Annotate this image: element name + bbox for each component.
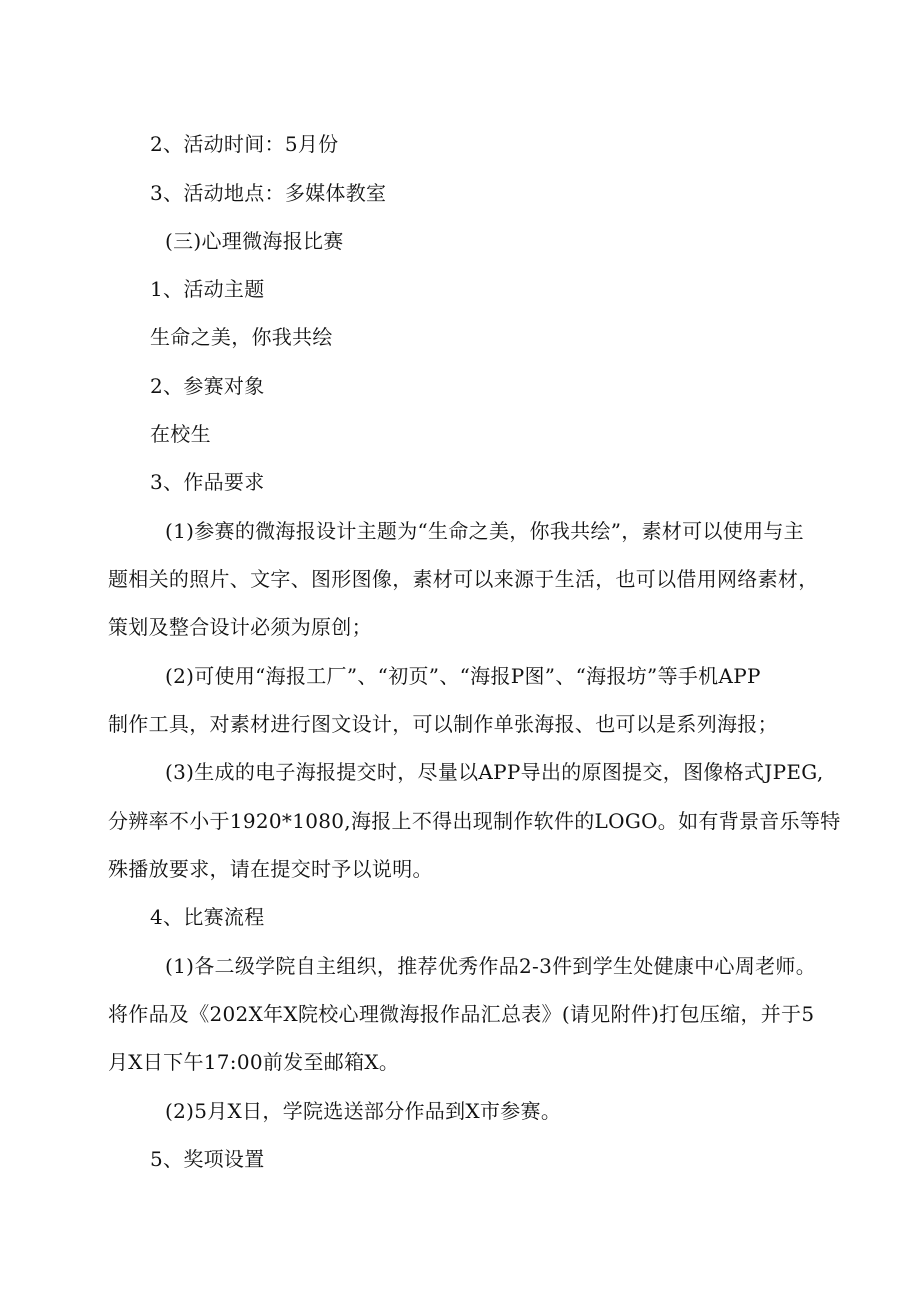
paragraph-line: (1)各二级学院自主组织，推荐优秀作品2-3件到学生处健康中心周老师。 [165,954,817,978]
paragraph-line: 在校生 [150,422,211,446]
paragraph-line: 3、作品要求 [150,470,265,494]
section-heading: (三)心理微海报比赛 [165,229,344,253]
paragraph-line: 3、活动地点：多媒体教室 [150,181,387,205]
paragraph-line: 题相关的照片、文字、图形图像，素材可以来源于生活，也可以借用网络素材， [108,567,819,591]
paragraph-line: 5、奖项设置 [150,1147,265,1171]
paragraph-line: 将作品及《202X年X院校心理微海报作品汇总表》(请见附件)打包压缩，并于5 [108,1002,815,1026]
paragraph-line: 生命之美，你我共绘 [150,325,333,349]
paragraph-line: 4、比赛流程 [150,905,265,929]
paragraph-line: 2、参赛对象 [150,374,265,398]
paragraph-line: 分辨率不小于1920*1080,海报上不得出现制作软件的LOGO。如有背景音乐等特 [108,809,841,833]
paragraph-line: (2)5月X日，学院选送部分作品到X市参赛。 [165,1099,562,1123]
paragraph-line: (2)可使用“海报工厂”、“初页”、“海报P图”、“海报坊”等手机APP [165,664,761,688]
paragraph-line: (1)参赛的微海报设计主题为“生命之美，你我共绘”，素材可以使用与主 [165,519,804,543]
paragraph-line: 月X日下午17:00前发至邮箱X。 [108,1050,400,1074]
paragraph-line: 1、活动主题 [150,277,265,301]
paragraph-line: 殊播放要求，请在提交时予以说明。 [108,857,433,881]
paragraph-line: 2、活动时间：5月份 [150,132,339,156]
paragraph-line: 策划及整合设计必须为原创； [108,615,372,639]
paragraph-line: 制作工具，对素材进行图文设计，可以制作单张海报、也可以是系列海报； [108,712,778,736]
paragraph-line: (3)生成的电子海报提交时，尽量以APP导出的原图提交，图像格式JPEG, [165,760,824,784]
